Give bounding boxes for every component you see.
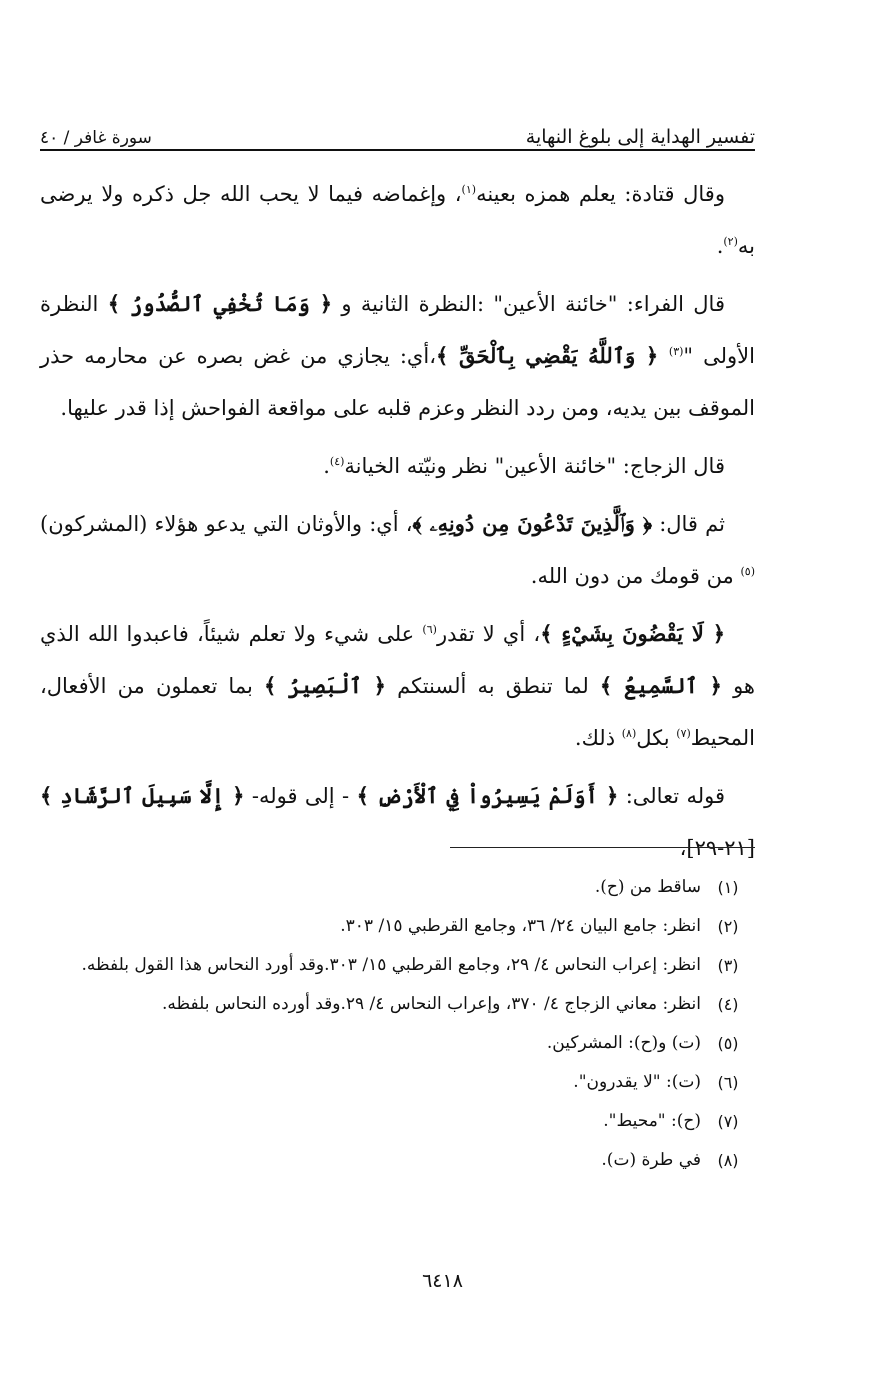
- quran-quote: ﴿ وَٱللَّهُ يَقْضِي بِٱلْحَقِّ ﴾: [435, 343, 669, 368]
- footnote-text: (ت): "لا يقدرون".: [573, 1072, 701, 1092]
- text-run: وقال قتادة: يعلم همزه بعينه: [476, 182, 725, 206]
- text-run: قال الزجاج: "خائنة الأعين" نظر ونيّته الخيانة: [344, 454, 725, 478]
- footnotes: [40, 868, 755, 1180]
- text-run: بما تعملون من الأفعال، المحيط: [40, 674, 755, 750]
- text-run: لما تنطق به ألسنتكم: [385, 674, 600, 698]
- footnote-item: [40, 1141, 755, 1180]
- text-run: ثم قال:: [652, 512, 725, 536]
- footnote-item: [40, 985, 755, 1024]
- footnote-text: انظر: معاني الزجاج ٤/ ٣٧٠، وإعراب النحاس ٤/ ٢٩.وقد أورده النحاس بلفظه.: [162, 994, 701, 1014]
- footnote-text: في طرة (ت).: [601, 1150, 701, 1170]
- footnote-number: (٥): [717, 1034, 739, 1053]
- text-run: ذلك.: [574, 726, 622, 750]
- footnote-ref-7[interactable]: (٧): [676, 727, 691, 740]
- footnote-number: (٧): [717, 1112, 739, 1131]
- footnote-number: (٨): [717, 1151, 739, 1170]
- footnote-item: [40, 1102, 755, 1141]
- paragraph-idols: [40, 498, 755, 602]
- footnote-item: [40, 1063, 755, 1102]
- text-run: ، أي: والأوثان التي يدعو هؤلاء (المشركون): [40, 512, 413, 536]
- book-title: تفسير الهداية إلى بلوغ النهاية: [525, 126, 755, 148]
- footnote-ref-5[interactable]: (٥): [740, 565, 755, 578]
- surah-label: سورة غافر / ٤٠: [40, 128, 152, 148]
- text-run: من قومك من دون الله.: [530, 564, 741, 588]
- footnote-item: [40, 868, 755, 907]
- quran-quote: ﴿ ٱلسَّمِيعُ ﴾: [599, 673, 722, 698]
- footnote-rule: [450, 847, 755, 848]
- text-run: بكل: [636, 726, 677, 750]
- text-run: ، وإغماضه فيما لا يحب الله جل ذكره ولا يرضى به: [40, 182, 755, 258]
- text-run: .: [323, 454, 330, 478]
- footnote-item: [40, 1024, 755, 1063]
- quran-quote: ﴿ لَا يَقْضُونَ بِشَيْءٍ ﴾: [540, 621, 725, 646]
- quran-quote: ﴿ إِلَّا سَبِيلَ ٱلرَّشَادِ ﴾: [40, 783, 245, 808]
- text-run: - إلى قوله-: [244, 784, 357, 808]
- footnote-item: [40, 907, 755, 946]
- footnote-text: (ت) و(ح): المشركين.: [546, 1033, 701, 1053]
- text-run: النظرة الأولى ": [40, 292, 755, 368]
- footnote-ref-2[interactable]: (٢): [723, 235, 738, 248]
- footnote-ref-4[interactable]: (٤): [329, 455, 345, 468]
- paragraph-all-hearing: [40, 608, 755, 764]
- footnote-ref-6[interactable]: (٦): [422, 623, 437, 636]
- text-run: ،أي: يجازي من غض بصره عن محارمه حذر الموقف بين يديه، ومن ردد النظر وعزم قلبه على مواقعة الفواحش إذا قدر عليها.: [40, 344, 755, 420]
- paragraph-zajjaj: [40, 440, 755, 492]
- footnote-text: انظر: إعراب النحاس ٤/ ٢٩، وجامع القرطبي ١٥/ ٣٠٣.وقد أورد النحاس هذا القول بلفظه.: [81, 955, 701, 975]
- footnote-number: (٣): [717, 956, 739, 975]
- footnote-ref-8[interactable]: (٨): [621, 727, 637, 740]
- quran-quote: ﴿ أَوَلَمْ يَسِيرُواْ فِي ٱلْأَرْضِ ﴾: [356, 783, 619, 808]
- footnote-text: (ح): "محيط".: [603, 1111, 701, 1131]
- verse-range: [٢١-٢٩]،: [679, 836, 755, 860]
- text-run: .: [716, 234, 724, 258]
- quran-quote: ﴿ ٱلْبَصِيرُ ﴾: [263, 673, 386, 698]
- quran-quote: ﴿ وَٱلَّذِينَ تَدْعُونَ مِن دُونِهِۦ ﴾: [412, 511, 652, 536]
- footnote-text: انظر: جامع البيان ٢٤/ ٣٦، وجامع القرطبي ١٥/ ٣٠٣.: [340, 916, 701, 936]
- paragraph-qatada: [40, 168, 755, 272]
- running-header: [40, 112, 755, 148]
- footnote-number: (٤): [717, 995, 739, 1014]
- footnote-ref-1[interactable]: (١): [461, 183, 477, 196]
- quran-quote: ﴿ وَمَا تُخْفِي ٱلصُّدُورُ ﴾: [107, 291, 333, 316]
- text-run: قال الفراء: "خائنة الأعين" :النظرة الثانية و: [332, 292, 725, 316]
- text-run: قوله تعالى:: [618, 784, 725, 808]
- main-text: [40, 168, 755, 880]
- footnote-item: [40, 946, 755, 985]
- paragraph-verse-heading: [40, 770, 755, 874]
- paragraph-farra: [40, 278, 755, 434]
- footnote-number: (١): [717, 878, 739, 897]
- page-number: ٦٤١٨: [422, 1270, 463, 1292]
- footnote-number: (٢): [717, 917, 739, 936]
- text-run: على شيء ولا تعلم شيئاً، فاعبدوا الله الذي هو: [40, 622, 755, 698]
- footnote-text: ساقط من (ح).: [594, 877, 701, 897]
- text-run: ، أي لا تقدر: [436, 622, 541, 646]
- footnote-number: (٦): [717, 1073, 739, 1092]
- footnote-ref-3[interactable]: (٣): [668, 345, 684, 358]
- header-rule: [40, 149, 755, 151]
